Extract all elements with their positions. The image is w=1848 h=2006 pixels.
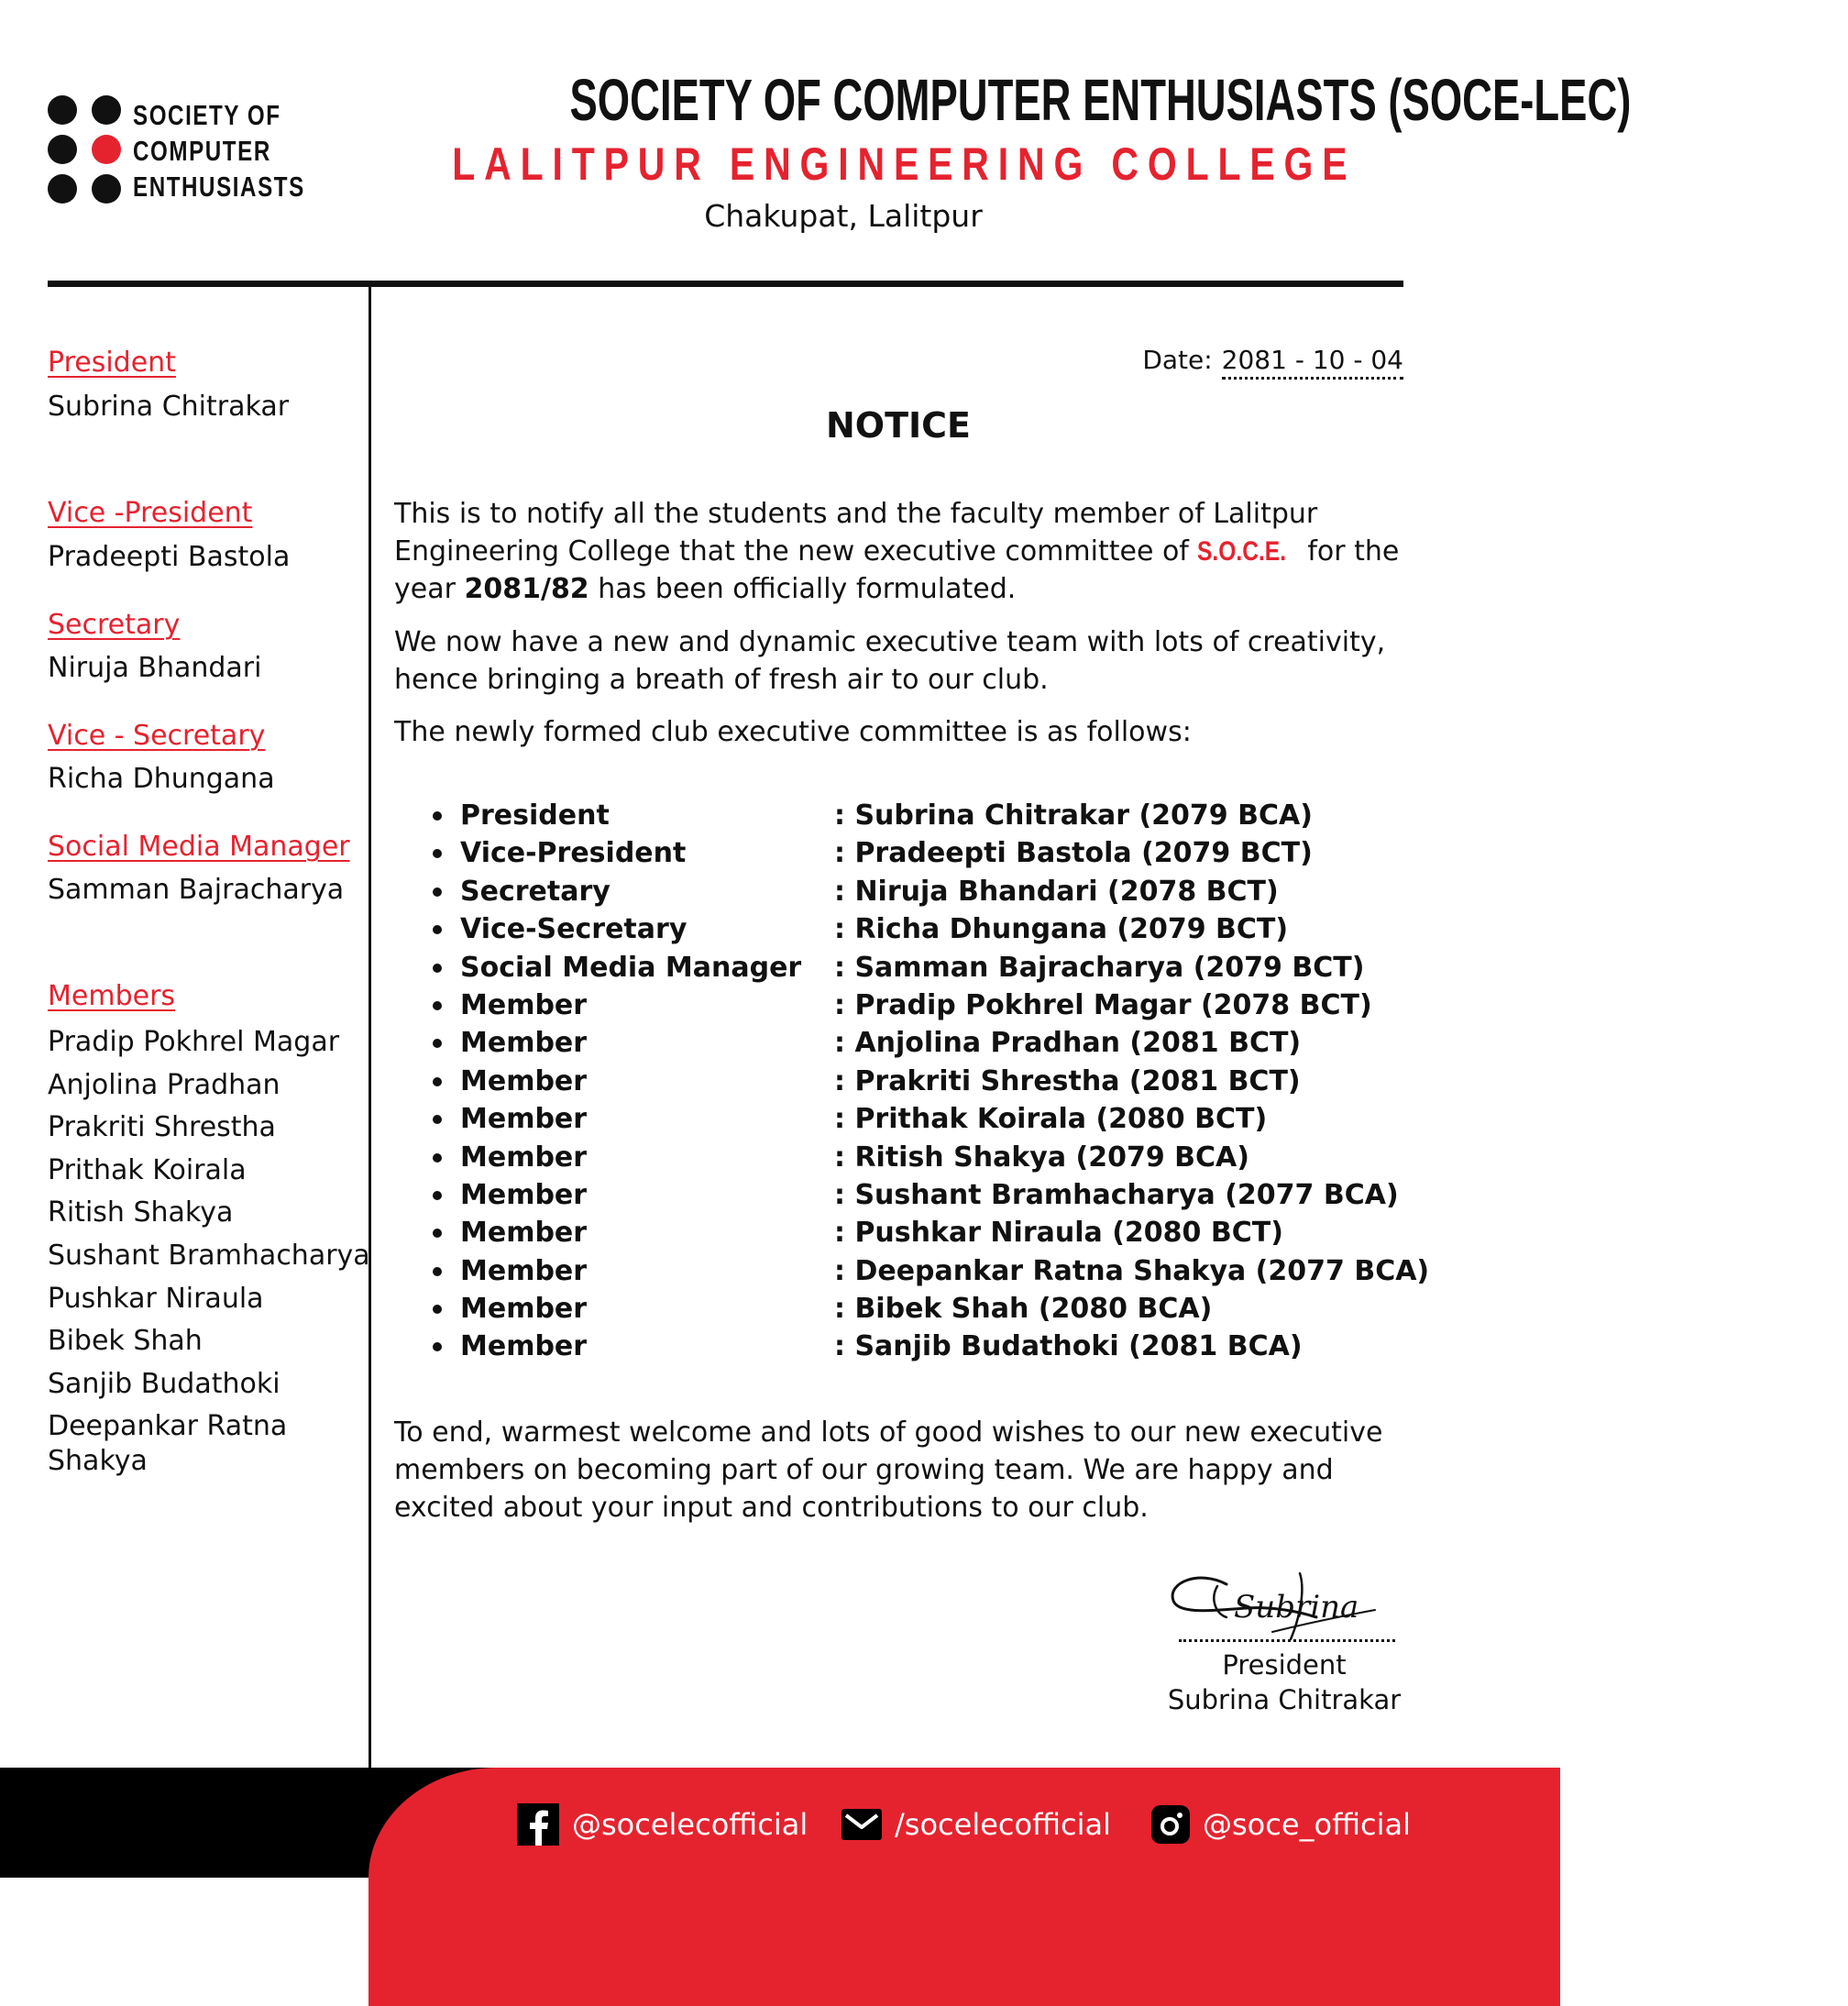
committee-list: [431, 797, 1429, 1366]
signature-line: [1179, 1639, 1395, 1642]
committee-member: : Prithak Koirala (2080 BCT): [834, 1103, 1268, 1136]
committee-member: : Ritish Shakya (2079 BCA): [834, 1141, 1249, 1174]
committee-role: Member: [460, 1293, 588, 1326]
committee-member: : Deepankar Ratna Shakya (2077 BCA): [834, 1254, 1430, 1287]
logo-line-1: SOCIETY OF: [133, 99, 281, 131]
list-item: Prakriti Shrestha: [48, 1111, 276, 1144]
sidebar-members-heading: Members: [48, 980, 176, 1012]
list-item: Pushkar Niraula: [48, 1282, 264, 1315]
college-name-text: LALITPUR ENGINEERING COLLEGE: [452, 138, 1357, 190]
committee-role: Member: [460, 1103, 588, 1136]
notice-paragraph-3: The newly formed club executive committee is as follows:: [394, 716, 1192, 748]
logo-line-3: ENTHUSIASTS: [133, 171, 305, 203]
committee-role: Member: [460, 1064, 588, 1097]
committee-member: : Prakriti Shrestha (2081 BCT): [834, 1064, 1301, 1097]
sidebar-role-president: President: [48, 347, 176, 379]
committee-row: [431, 1100, 1429, 1138]
college-location: Chakupat, Lalitpur: [704, 198, 983, 234]
mail-icon: [842, 1809, 882, 1840]
instagram-handle: @soce_official: [1203, 1807, 1412, 1842]
committee-row: [431, 1290, 1429, 1328]
date-value: 2081 - 10 - 04: [1222, 345, 1403, 380]
committee-row: [431, 873, 1429, 910]
committee-row: [431, 949, 1429, 986]
committee-role: Member: [460, 1330, 588, 1363]
sidebar-name-president: Subrina Chitrakar: [48, 391, 290, 423]
committee-row: [431, 986, 1429, 1024]
committee-member: : Pradip Pokhrel Magar (2078 BCT): [834, 988, 1372, 1021]
facebook-icon: [517, 1803, 559, 1846]
list-item: Bibek Shah: [48, 1325, 203, 1358]
committee-role: Vice-Secretary: [460, 913, 688, 946]
list-item: Pradip Pokhrel Magar: [48, 1026, 340, 1058]
committee-member: : Pradeepti Bastola (2079 BCT): [834, 837, 1313, 870]
notice-date: [1008, 343, 1403, 378]
sidebar-name-social-media-manager: Samman Bajracharya: [48, 874, 345, 906]
header-divider: [48, 281, 1403, 287]
committee-member: : Niruja Bhandari (2078 BCT): [834, 875, 1279, 908]
college-name: [353, 138, 1357, 191]
sidebar-name-secretary: Niruja Bhandari: [48, 652, 262, 684]
soce-abbreviation: S.O.C.E.: [1197, 536, 1287, 567]
committee-role: Member: [460, 988, 588, 1021]
committee-row: [431, 1139, 1429, 1176]
facebook-link[interactable]: [517, 1802, 808, 1846]
facebook-handle: @socelecofficial: [572, 1807, 808, 1842]
organization-title: [353, 67, 1632, 133]
committee-row: [431, 1063, 1429, 1100]
committee-member: : Samman Bajracharya (2079 BCT): [834, 951, 1365, 984]
list-item: Prithak Koirala: [48, 1153, 247, 1186]
committee-row: [431, 1328, 1429, 1365]
committee-member: : Richa Dhungana (2079 BCT): [834, 913, 1289, 946]
committee-row: [431, 797, 1429, 834]
committee-member: : Pushkar Niraula (2080 BCT): [834, 1217, 1283, 1250]
committee-member: : Sushant Bramhacharya (2077 BCA): [834, 1178, 1399, 1211]
committee-member: : Subrina Chitrakar (2079 BCA): [834, 799, 1313, 832]
committee-row: [431, 834, 1429, 872]
date-label: Date:: [1142, 345, 1213, 375]
notice-paragraph-2: We now have a new and dynamic executive team with lots of creativity, hence bringing a breath of fresh air to our club.: [394, 626, 1386, 696]
soce-logo: [48, 95, 305, 205]
sidebar-name-vice-secretary: Richa Dhungana: [48, 763, 275, 795]
committee-row: [431, 1214, 1429, 1251]
footer: [0, 1768, 1451, 1878]
instagram-icon: [1151, 1805, 1190, 1844]
paragraph-1-part-c: has been officially formulated.: [598, 573, 1017, 605]
committee-row: [431, 1252, 1429, 1290]
notice-paragraph-1: [394, 495, 1412, 608]
committee-row: [431, 1176, 1429, 1214]
committee-role: Member: [460, 1217, 588, 1250]
committee-member: : Anjolina Pradhan (2081 BCT): [834, 1027, 1302, 1060]
committee-role: Vice-President: [460, 837, 687, 870]
instagram-link[interactable]: [1151, 1802, 1411, 1846]
email-link[interactable]: [842, 1802, 1111, 1846]
logo-line-2: COMPUTER: [133, 135, 271, 167]
committee-role: Member: [460, 1141, 588, 1174]
committee-member: : Sanjib Budathoki (2081 BCA): [834, 1330, 1303, 1363]
sidebar-role-vice-secretary: Vice - Secretary: [48, 720, 266, 752]
organization-title-text: SOCIETY OF COMPUTER ENTHUSIASTS (SOCE-LEC): [569, 67, 1632, 133]
sidebar-members-list: [48, 1021, 370, 1479]
sidebar-role-social-media-manager: Social Media Manager: [48, 831, 350, 863]
list-item: Deepankar Ratna Shakya: [48, 1410, 288, 1478]
sidebar-role-secretary: Secretary: [48, 609, 181, 641]
list-item: Anjolina Pradhan: [48, 1068, 280, 1101]
sidebar-name-vice-president: Pradeepti Bastola: [48, 541, 291, 573]
email-handle: /socelecofficial: [895, 1807, 1111, 1842]
committee-member: : Bibek Shah (2080 BCA): [834, 1293, 1213, 1326]
committee-role: Social Media Manager: [460, 951, 802, 984]
signature-role: President: [1222, 1649, 1347, 1681]
paragraph-1-part-a: This is to notify all the students and the faculty member of Lalitpur Engineering College that the new executive committee of: [394, 498, 1318, 568]
signature-script: Subrina: [1234, 1589, 1359, 1626]
notice-title: NOTICE: [825, 405, 971, 446]
committee-role: Member: [460, 1178, 588, 1211]
committee-role: Member: [460, 1254, 588, 1287]
paragraph-1-part-b: for the year: [394, 535, 1400, 605]
signature-image: [1162, 1562, 1382, 1645]
committee-row: [431, 910, 1429, 948]
sidebar-role-vice-president: Vice -President: [48, 497, 253, 529]
committee-role: President: [460, 799, 610, 832]
committee-role: Member: [460, 1027, 588, 1060]
notice-closing: To end, warmest welcome and lots of good wishes to our new executive members on becoming part of our growing team. We are happy and excited about your input and contributions to our club.: [394, 1416, 1383, 1524]
committee-year: 2081/82: [464, 573, 589, 605]
list-item: Ritish Shakya: [48, 1196, 234, 1229]
committee-role: Secretary: [460, 875, 610, 908]
list-item: Sushant Bramhacharya: [48, 1239, 370, 1272]
committee-row: [431, 1024, 1429, 1062]
list-item: Sanjib Budathoki: [48, 1367, 280, 1400]
signature-name: Subrina Chitrakar: [1167, 1684, 1402, 1715]
